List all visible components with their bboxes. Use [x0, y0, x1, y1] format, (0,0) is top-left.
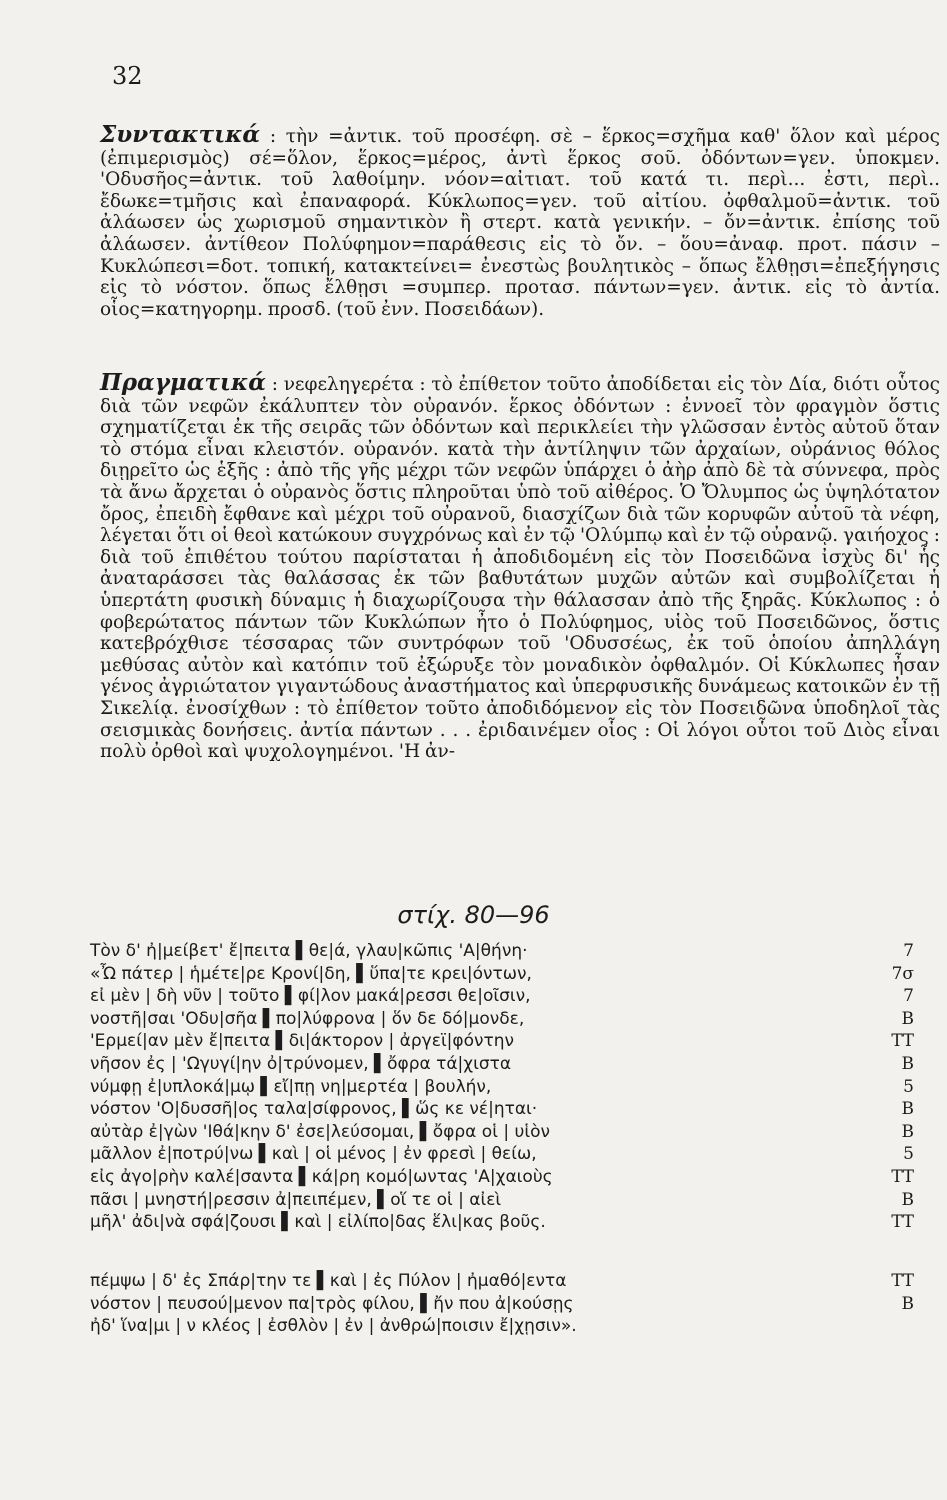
verse-text: νόστον | πευσού|μενον πα|τρὸς φίλου, ▌ἤν που ἀ|κούσῃς — [90, 1293, 574, 1314]
verse-line — [90, 1166, 930, 1189]
verse-text: μᾶλλον ἐ|ποτρύ|νω ▌καὶ | οἱ μένος | ἐν φρεσὶ | θείω, — [90, 1144, 537, 1165]
verse-block-1 — [90, 940, 930, 1234]
metrical-mark: ΤΤ — [891, 1166, 914, 1187]
metrical-mark: Β — [901, 1099, 914, 1120]
metrical-mark: ΤΤ — [891, 1212, 914, 1233]
verse-line — [90, 1076, 930, 1099]
verse-text: «Ὦ πάτερ | ἡμέτε|ρε Κρονί|δη, ▌ὕπα|τε κρει|όντων, — [90, 963, 532, 984]
metrical-mark: 5 — [903, 1076, 914, 1097]
verse-line — [90, 1293, 930, 1316]
syntaktika-text: : τὴν =ἀντικ. τοῦ προσέφη. σὲ – ἕρκος=σχῆμα καθ' ὅλον καὶ μέρος (ἐπιμερισμὸς) σέ=ὅλον, ἕρκος=μέρος, ἀντὶ ἕρκος σοῦ. ὀδόντων=γεν. ὑποκμεν. 'Οδυσῆος=ἀντικ. τοῦ λαθοίμην. νόον=αἰτιατ. τοῦ κατά τι. περὶ... ἐστι, περὶ.. ἔδωκε=τμῆσις καὶ ἐπαναφορά. Κύκλωπος=γεν. τοῦ αἰτίου. ὀφθαλμοῦ=ἀντικ. τοῦ ἀλάωσεν ὡς χωρισμοῦ σημαντικὸν ἢ στερτ. κατὰ γενικήν. – ὄν=ἀντικ. ἐπίσης τοῦ ἀλάωσεν. ἀντίθεον Πολύφημον=παράθεσις εἰς τὸ ὄν. – ὅου=ἀναφ. προτ. πάσιν – Κυκλώπεσι=δοτ. τοπική, κατακτείνει= ἐνεστὼς βουλητικὸς – ὅπως ἔλθῃσι=ἐπεξήγησις εἰς τὸ νόστον. ὅπως ἔλθῃσι =συμπερ. προτασ. πάντων=γεν. ἀντικ. εἰς τὸ ἀντία. οἷος=κατηγορημ. προσδ. (τοῦ ἐνν. Ποσειδάων). — [100, 126, 940, 320]
verse-line — [90, 1030, 930, 1053]
metrical-mark: Β — [901, 1121, 914, 1142]
metrical-mark: 7 — [903, 941, 914, 961]
metrical-mark: Β — [901, 1293, 914, 1314]
verse-line — [90, 985, 930, 1008]
metrical-mark: 7 — [903, 986, 914, 1007]
verses-heading: στίχ. 80—96 — [397, 901, 550, 929]
metrical-mark: Β — [901, 1008, 914, 1029]
verse-line — [90, 1008, 930, 1031]
metrical-mark: 7σ — [891, 963, 914, 984]
verse-text: αὐτὰρ ἐ|γὼν 'Ιθά|κην δ' ἐσε|λεύσομαι, ▌ὄφρα οἱ | υἱὸν — [90, 1121, 550, 1142]
verse-text: μῆλ' ἀδι|νὰ σφά|ζουσι ▌καὶ | εἰλίπο|δας ἕλι|κας βοῦς. — [90, 1212, 546, 1233]
pragmatika-section — [100, 369, 941, 763]
verse-text: Τὸν δ' ἠ|μείβετ' ἔ|πειτα ▌θε|ά, γλαυ|κῶπις 'Α|θήνη· — [90, 941, 528, 961]
metrical-mark: 5 — [903, 1144, 914, 1165]
verse-line — [90, 1315, 930, 1338]
verse-line — [90, 963, 930, 986]
verse-line — [90, 940, 930, 963]
verse-text: νόστον 'Ο|δυσσῆ|ος ταλα|σίφρονος, ▌ὥς κε νέ|ηται· — [90, 1099, 538, 1120]
verse-text: νοστῆ|σαι 'Οδυ|σῆα ▌πο|λύφρονα | ὅν δε δό|μονδε, — [90, 1008, 525, 1029]
verse-text: νύμφῃ ἐ|υπλοκά|μῳ ▌εἴ|πῃ νη|μερτέα | βουλήν, — [90, 1076, 492, 1097]
syntaktika-section — [100, 121, 940, 320]
metrical-mark: Β — [901, 1189, 914, 1210]
verse-text: νῆσον ἐς | 'Ωγυγί|ην ὀ|τρύνομεν, ▌ὄφρα τά|χιστα — [90, 1053, 512, 1074]
verse-text: 'Ερμεί|αν μὲν ἔ|πειτα ▌δι|άκτορον | ἀργεϊ|φόντην — [90, 1031, 515, 1052]
verse-text: πέμψω | δ' ἐς Σπάρ|την τε ▌καὶ | ἐς Πύλον | ἠμαθό|εντα — [90, 1271, 567, 1291]
verse-block-2 — [90, 1270, 930, 1338]
syntaktika-heading: Συντακτικά — [100, 121, 261, 148]
verse-text: εἰς ἀγο|ρὴν καλέ|σαντα ▌κά|ρη κομό|ωντας 'Α|χαιοὺς — [90, 1166, 553, 1187]
verse-line — [90, 1189, 930, 1212]
metrical-mark: ΤΤ — [891, 1031, 914, 1052]
metrical-mark: ΤΤ — [891, 1271, 914, 1291]
verse-text: πᾶσι | μνηστή|ρεσσιν ἀ|πειπέμεν, ▌οἵ τε οἱ | αἰεὶ — [90, 1189, 502, 1210]
verse-text: εἰ μὲν | δὴ νῦν | τοῦτο ▌φί|λον μακά|ρεσσι θε|οῖσιν, — [90, 986, 531, 1007]
verse-text: ἠδ' ἵνα|μι | ν κλέος | ἐσθλὸν | ἐν | ἀνθρώ|ποισιν ἔ|χῃσιν». — [90, 1316, 577, 1337]
page-number: 32 — [112, 62, 143, 90]
verse-line — [90, 1053, 930, 1076]
pragmatika-heading: Πραγματικά — [100, 369, 266, 396]
verse-line — [90, 1270, 930, 1293]
verse-line — [90, 1143, 930, 1166]
verse-line — [90, 1211, 930, 1234]
verse-line — [90, 1121, 930, 1144]
metrical-mark: Β — [901, 1053, 914, 1074]
pragmatika-text: : νεφεληγερέτα : τὸ ἐπίθετον τοῦτο ἀποδίδεται εἰς τὸν Δία, διότι οὗτος διὰ τῶν νεφῶν ἐκάλυπτεν τὸν οὐρανόν. ἕρκος ὀδόντων : ἐννοεῖ τὸν φραγμὸν ὅστις σχηματίζεται ἐκ τῆς σειρᾶς τῶν ὀδόντων καὶ περικλείει τὴν γλῶσσαν ἐντὸς αὐτοῦ ὅταν τὸ στόμα εἶναι κλειστόν. οὐρανόν. κατὰ τὴν ἀντίληψιν τῶν ἀρχαίων, οὐράνιος θόλος διῃρεῖτο ὡς ἑξῆς : ἀπὸ τῆς γῆς μέχρι τῶν νεφῶν ὑπάρχει ὁ ἀὴρ ἀπὸ δὲ τὰ σύννεφα, πρὸς τὰ ἄνω ἄρχεται ὁ οὐρανὸς ὅστις πληροῦται ὑπὸ τοῦ αἰθέρος. Ὁ Ὄλυμπος ὡς ὑψηλότατον ὄρος, ἐπειδὴ ἔφθανε καὶ μέχρι τοῦ οὐρανοῦ, διασχίζων διὰ τῶν κορυφῶν αὐτοῦ τὰ νέφη, λέγεται ὅτι οἱ θεοὶ κατώκουν συγχρόνως καὶ ἐν τῷ 'Ολύμπῳ καὶ ἐν τῷ οὐρανῷ. γαιήοχος : διὰ τοῦ ἐπιθέτου τούτου παρίσταται ἡ ἀποδιδομένη εἰς τὸν Ποσειδῶνα ἰσχὺς δι' ἧς ἀναταράσσει τὰς θαλάσσας ἐκ τῶν βαθυτάτων μυχῶν αὐτῶν καὶ συμβολίζεται ἡ ὑπερτάτη φυσικὴ δύναμις ἡ διαχωρίζουσα τὴν θάλασσαν ἀπὸ τῆς ξηρᾶς. Κύκλωπος : ὁ φοβερώτατος πάντων τῶν Κυκλώπων ἦτο ὁ Πολύφημος, υἱὸς τοῦ Ποσειδῶνος, ὅστις κατεβρόχθισε τέσσαρας τῶν συντρόφων τοῦ 'Οδυσσέως, ἐκ τοῦ ὁποίου ἀπηλλάγη μεθύσας αὐτὸν καὶ κατόπιν τοῦ ἐξώρυξε τὸν μοναδικὸν ὀφθαλμόν. Οἱ Κύκλωπες ἦσαν γένος ἀγριώτατον γιγαντώδους ἀναστήματος καὶ ὑπερφυσικῆς δυνάμεως κατοικῶν ἐν τῇ Σικελίᾳ. ἐνοσίχθων : τὸ ἐπίθετον τοῦτο ἀποδιδόμενον εἰς τὸν Ποσειδῶνα ὑποδηλοῖ τὰς σεισμικὰς δονήσεις. ἀντία πάντων . . . ἐριδαινέμεν οἷος : Οἱ λόγοι οὗτοι τοῦ Διὸς εἶναι πολὺ ὀρθοὶ καὶ ψυχολογημένοι. 'Η ἀν- — [100, 374, 941, 763]
verse-line — [90, 1098, 930, 1121]
